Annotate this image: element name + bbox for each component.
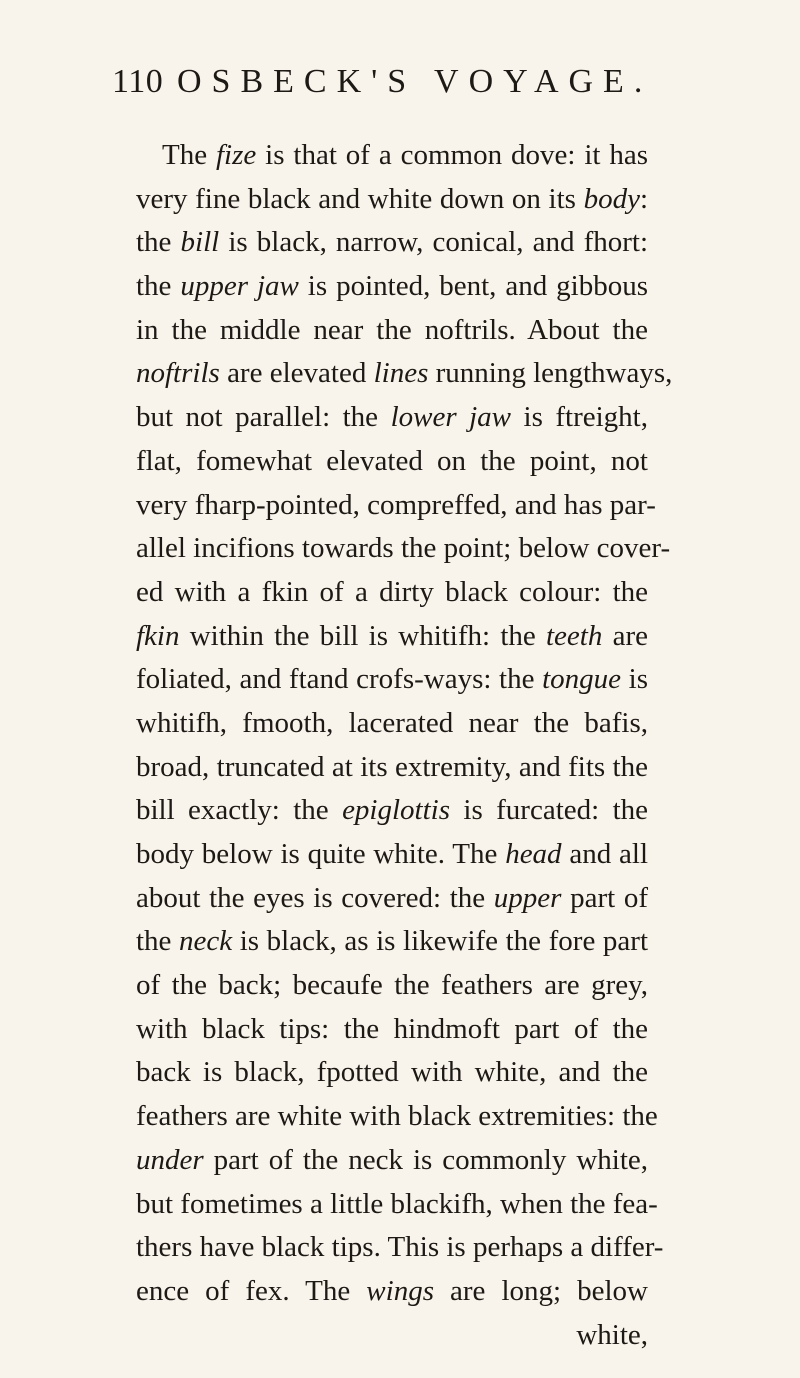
italic-term: lower jaw: [390, 401, 512, 434]
text-line: [136, 1139, 648, 1183]
text-run: is: [621, 663, 648, 696]
text-run: but fometimes a little blackifh, when the fea-: [136, 1187, 658, 1220]
text-line: [136, 1095, 658, 1139]
text-run: allel incifions towards the point; below cover-: [136, 532, 671, 565]
text-line: [136, 964, 648, 1008]
running-title: OSBECK'S VOYAGE.: [177, 63, 653, 100]
text-line: [136, 1314, 648, 1358]
text-run: but not parallel: the: [136, 401, 391, 434]
text-run: within the bill is whitifh: the: [179, 619, 546, 652]
text-run: broad, truncated at its extremity, and fits the: [136, 750, 648, 783]
text-line: [136, 440, 648, 484]
text-line: [136, 1270, 648, 1314]
text-run: is furcated: the: [450, 794, 648, 827]
text-run: ed with a fkin of a dirty black colour: the: [136, 575, 648, 608]
text-run: is that of a common dove: it has: [256, 139, 648, 171]
text-run: the: [136, 925, 180, 958]
text-run: whitifh, fmooth, lacerated near the bafis,: [136, 706, 648, 739]
text-line: [136, 877, 648, 921]
running-head: [112, 62, 672, 102]
text-run: :: [639, 182, 648, 215]
text-line: [136, 615, 648, 659]
text-line: [136, 1226, 664, 1270]
italic-term: upper jaw: [180, 270, 299, 303]
text-line: [136, 1183, 658, 1227]
italic-term: head: [505, 838, 562, 870]
text-line: [136, 658, 648, 702]
text-line: [136, 178, 648, 222]
italic-term: neck: [179, 925, 233, 958]
italic-term: tongue: [542, 663, 622, 696]
text-line: [136, 527, 671, 571]
text-run: very fine black and white down on its: [136, 182, 584, 215]
italic-term: upper: [493, 881, 562, 914]
text-line: [136, 396, 648, 440]
text-run: and all: [561, 838, 648, 870]
text-line: [136, 571, 648, 615]
text-run: with black tips: the hindmoft part of the: [136, 1012, 648, 1045]
text-line: [136, 746, 648, 790]
text-run: white,: [576, 1318, 648, 1351]
text-line: [136, 1051, 648, 1095]
text-run: is ftreight,: [511, 401, 648, 434]
italic-term: noftrils: [136, 357, 220, 390]
text-line: [136, 221, 648, 265]
italic-term: fkin: [136, 619, 180, 652]
text-line: [136, 789, 648, 833]
italic-term: epiglottis: [342, 794, 451, 827]
text-line: [136, 134, 648, 178]
text-run: bill exactly: the: [136, 794, 343, 827]
italic-term: teeth: [545, 619, 603, 652]
text-run: is pointed, bent, and gibbous: [298, 270, 649, 303]
text-run: back is black, fpotted with white, and the: [136, 1056, 648, 1089]
text-run: the: [136, 226, 181, 259]
text-run: foliated, and ftand crofs-ways: the: [136, 663, 543, 696]
italic-term: wings: [366, 1274, 434, 1307]
text-line: [136, 702, 648, 746]
text-run: of the back; becaufe the feathers are grey,: [136, 969, 648, 1002]
text-run: flat, fomewhat elevated on the point, not: [136, 444, 648, 477]
text-run: The: [162, 139, 216, 171]
italic-term: fize: [215, 139, 257, 171]
text-run: feathers are white with black extremities: the: [136, 1100, 658, 1133]
text-run: body below is quite white. The: [136, 838, 506, 870]
text-line: [136, 1008, 648, 1052]
text-run: very fharp-pointed, compreffed, and has par-: [136, 488, 656, 521]
text-run: are elevated: [219, 357, 374, 390]
text-run: ence of fex. The: [136, 1274, 367, 1307]
text-run: part of: [561, 881, 648, 914]
text-line: [136, 309, 648, 353]
text-run: in the middle near the noftrils. About the: [136, 313, 648, 346]
text-run: are long; below: [433, 1274, 648, 1307]
body-text: [136, 134, 673, 1357]
text-run: are: [602, 619, 648, 652]
italic-term: bill: [180, 226, 220, 259]
text-run: is black, narrow, conical, and fhort:: [219, 226, 649, 259]
page-number: 110: [112, 63, 164, 100]
text-line: [136, 484, 656, 528]
text-run: thers have black tips. This is perhaps a differ-: [136, 1231, 664, 1264]
text-run: about the eyes is covered: the: [136, 881, 494, 914]
text-line: [136, 265, 648, 309]
italic-term: lines: [373, 357, 429, 390]
italic-term: body: [583, 182, 640, 215]
italic-term: under: [136, 1143, 204, 1176]
text-run: part of the neck is commonly white,: [203, 1143, 648, 1176]
text-line: [136, 833, 648, 877]
text-run: is black, as is likewife the fore part: [232, 925, 649, 958]
text-line: [136, 352, 673, 396]
text-run: running lengthways,: [428, 357, 673, 390]
text-run: the: [136, 270, 181, 303]
text-line: [136, 920, 648, 964]
